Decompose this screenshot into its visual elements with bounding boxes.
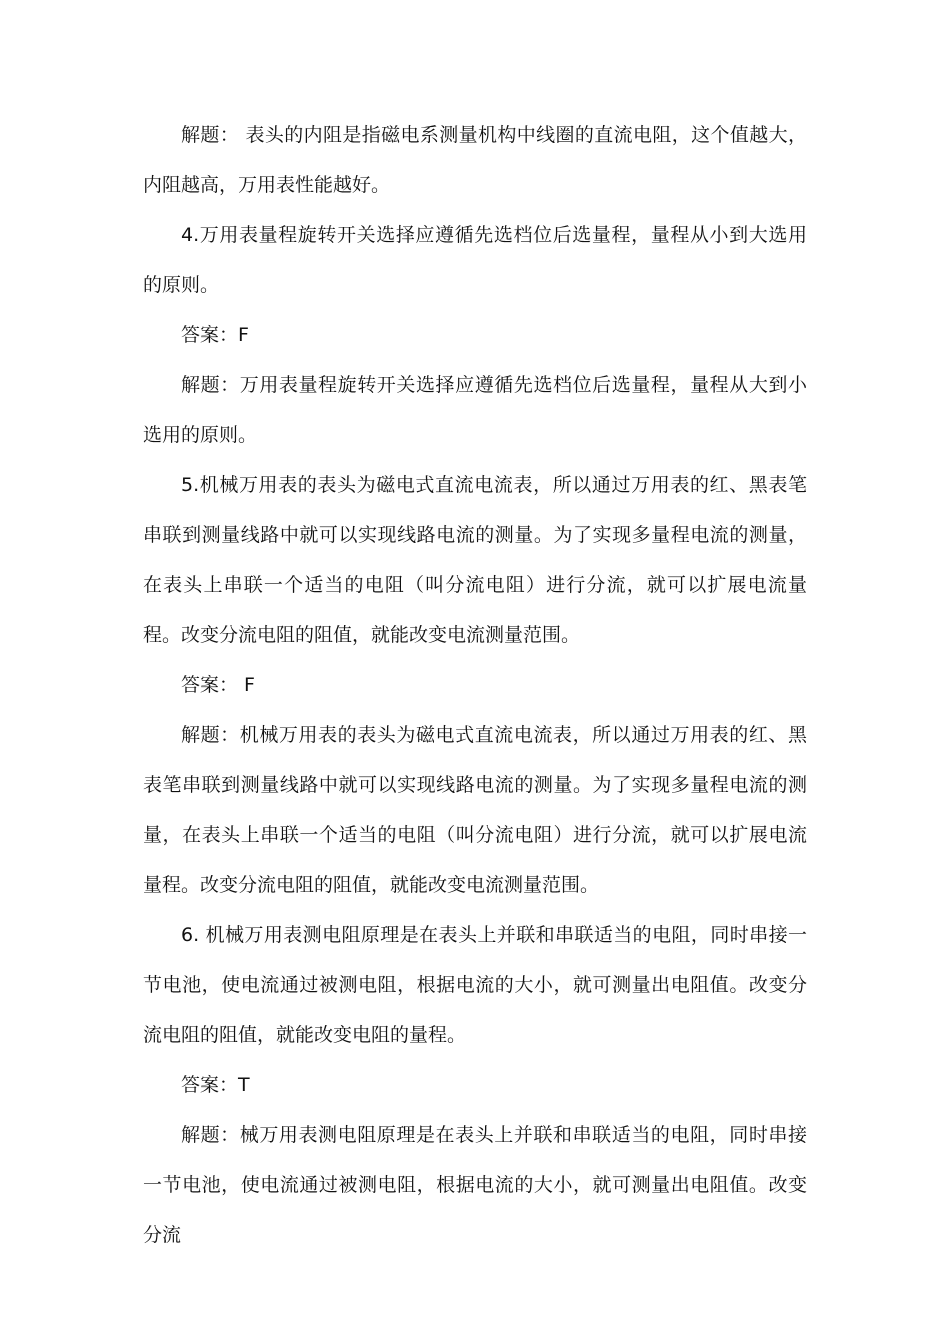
explanation-6: 解题：械万用表测电阻原理是在表头上并联和串联适当的电阻，同时串接一节电池，使电流通过被测电阻，根据电流的大小，就可测量出电阻值。改变分流 (143, 1124, 807, 1246)
explanation-4: 解题：万用表量程旋转开关选择应遵循先选档位后选量程，量程从大到小选用的原则。 (143, 374, 807, 446)
document-body (143, 110, 807, 1260)
explanation-paragraph: 解题： 表头的内阻是指磁电系测量机构中线圈的直流电阻，这个值越大，内阻越高，万用表性能越好。 (143, 124, 807, 196)
question-5: 5.机械万用表的表头为磁电式直流电流表，所以通过万用表的红、黑表笔串联到测量线路中就可以实现线路电流的测量。为了实现多量程电流的测量，在表头上串联一个适当的电阻（叫分流电阻）进行分流，就可以扩展电流量程。改变分流电阻的阻值，就能改变电流测量范围。 (143, 474, 807, 646)
question-4: 4.万用表量程旋转开关选择应遵循先选档位后选量程，量程从小到大选用的原则。 (143, 224, 807, 296)
question-6: 6. 机械万用表测电阻原理是在表头上并联和串联适当的电阻，同时串接一节电池，使电流通过被测电阻，根据电流的大小，就可测量出电阻值。改变分流电阻的阻值，就能改变电阻的量程。 (143, 924, 807, 1046)
answer-6: 答案：T (181, 1074, 250, 1096)
explanation-5: 解题：机械万用表的表头为磁电式直流电流表，所以通过万用表的红、黑表笔串联到测量线路中就可以实现线路电流的测量。为了实现多量程电流的测量，在表头上串联一个适当的电阻（叫分流电阻）进行分流，就可以扩展电流量程。改变分流电阻的阻值，就能改变电流测量范围。 (143, 724, 807, 896)
answer-4: 答案：F (181, 324, 249, 346)
answer-5: 答案： F (181, 674, 255, 696)
